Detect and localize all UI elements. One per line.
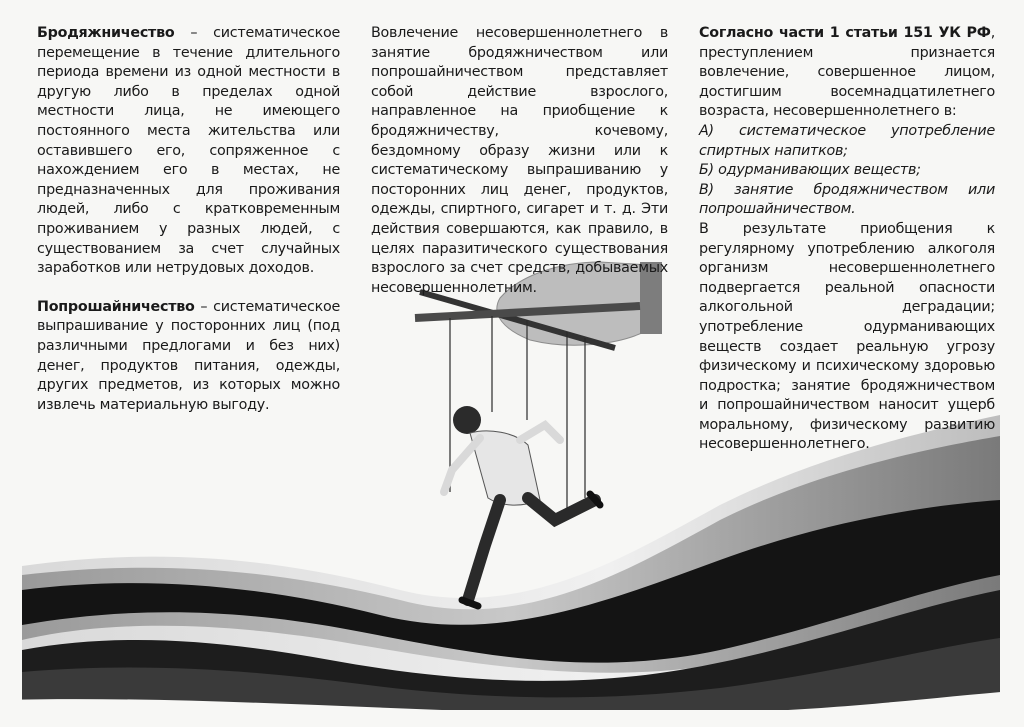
law-intro-text: , преступлением признается вовлечение, совершенное лицом, достигшим восемнадцатилетнего возраста, несовершеннолетнего в:	[699, 25, 995, 120]
column-involvement	[371, 24, 668, 298]
running-child-puppet-icon	[444, 406, 600, 606]
vagrancy-text: – систематическое перемещение в течение длительного периода времени из одной местности в другую либо в пределах одной местности лица, не имеющего постоянного места жительства или оставившего его, сопряженное с нахождением его в местах, не предназначенных для проживания людей, либо с кратковременным проживанием у разных людей, с существованием за счет случайных заработков или нетрудовых доходов.	[37, 25, 340, 277]
begging-term: Попрошайничество	[37, 298, 195, 315]
vagrancy-definition	[37, 24, 340, 279]
law-reference: Согласно части 1 статьи 151 УК РФ	[699, 25, 991, 41]
begging-text: – систематическое выпрашивание у посторонних лиц (под различными предлогами и без них) денег, продуктов питания, одежды, других предметов, из которых можно извлечь материальную выгоду.	[37, 298, 340, 413]
column-law	[699, 24, 995, 455]
column-definitions	[37, 24, 340, 415]
consequences-paragraph: В результате приобщения к регулярному употреблению алкоголя организм несовершеннолетнего подвергается реальной опасности алкогольной деградации; употребление одурманивающих веществ создает реальную угрозу физическому и психическому здоровью подростка; занятие бродяжничеством и попрошайничеством наносит ущерб моральному, физическому развитию несовершеннолетнего.	[699, 220, 995, 453]
law-item-a: А) систематическое употребление спиртных напитков;	[699, 122, 995, 159]
law-item-b: Б) одурманивающих веществ;	[699, 162, 921, 179]
involvement-paragraph: Вовлечение несовершеннолетнего в занятие бродяжничеством или попрошайничеством представляет собой действие взрослого, направленное на приобщение к бродяжничеству, кочевому, бездомному образу жизни или к систематическому выпрашиванию у посторонних лиц денег, продуктов, одежды, спиртного, сигарет и т. д. Эти действия совершаются, как правило, в целях паразитического существования взрослого за счет средств, добываемых несовершеннолетним.	[371, 25, 668, 296]
begging-definition	[37, 298, 340, 416]
law-item-c: В) занятие бродяжничеством или попрошайничеством.	[699, 181, 995, 218]
law-intro	[699, 24, 995, 122]
vagrancy-term: Бродяжничество	[37, 25, 175, 41]
